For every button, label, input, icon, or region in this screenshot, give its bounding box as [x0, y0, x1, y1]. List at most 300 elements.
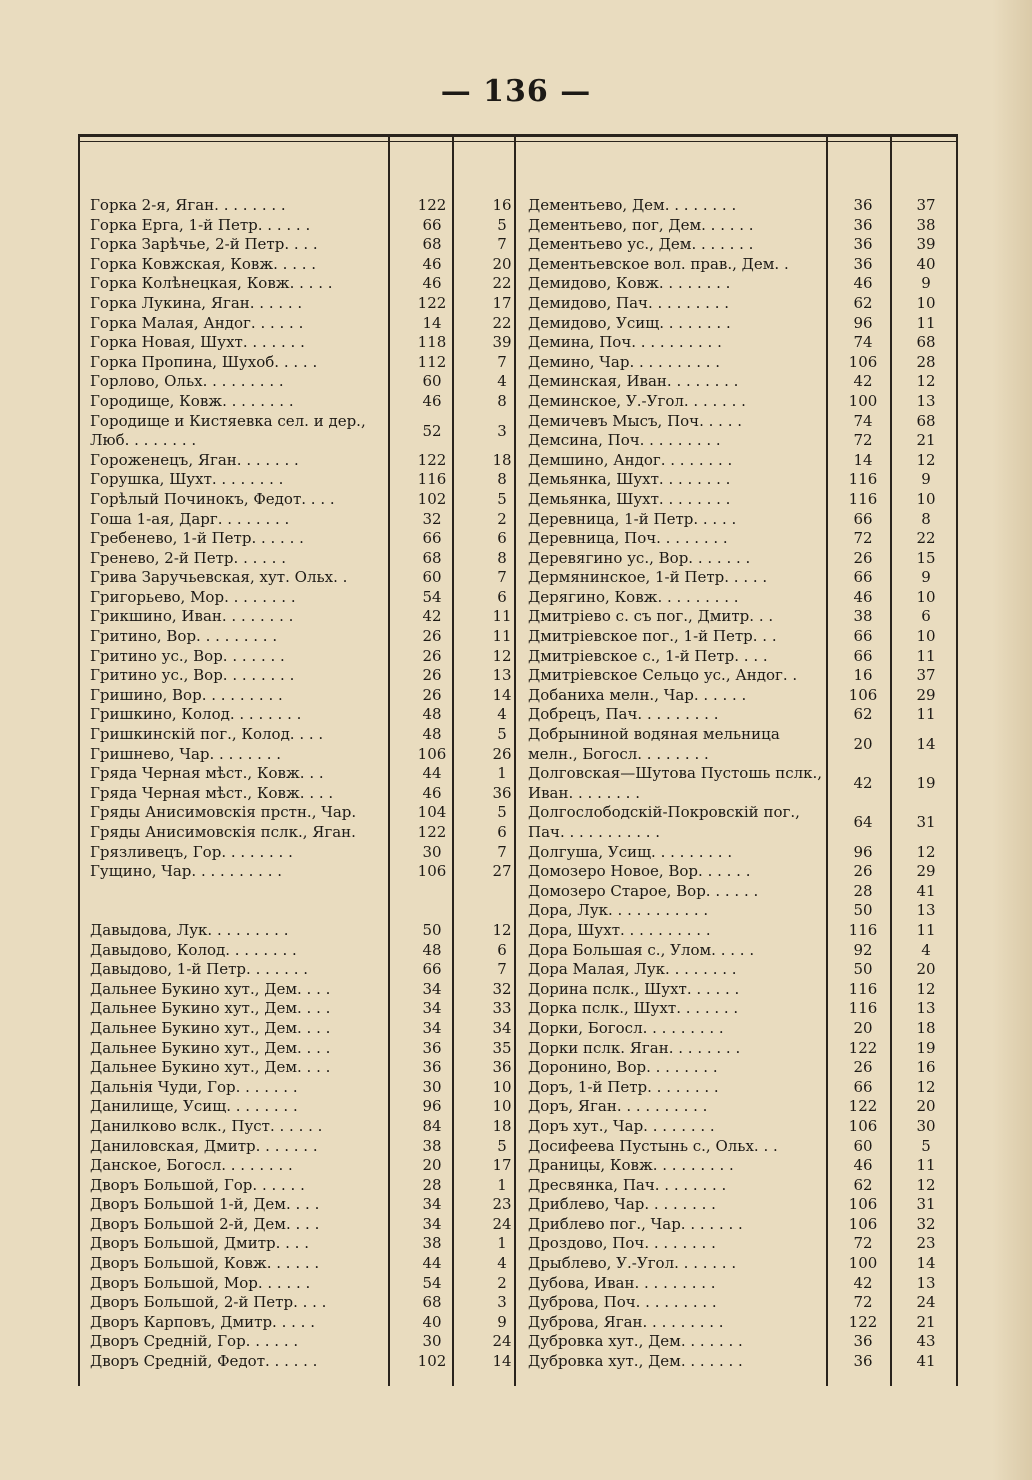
entry-value-b: 39	[492, 333, 512, 352]
index-entry	[528, 647, 968, 667]
entry-name: Дубровка хут., Дем. . . . . . .	[528, 1352, 743, 1371]
entry-name: Долгослободскій-Покровскій пог., Пач. . . . . . . . . . .	[528, 803, 800, 841]
entry-name: Дементьевское вол. прав., Дем. .	[528, 254, 789, 273]
entry-name: Гритино ус., Вор. . . . . . .	[90, 646, 285, 665]
entry-value-b: 5	[497, 489, 507, 508]
entry-value-a: 116	[848, 470, 878, 489]
entry-value-a: 68	[422, 548, 442, 567]
entry-value-a: 32	[422, 509, 442, 528]
entry-value-a: 28	[422, 1175, 442, 1194]
entry-value-a: 44	[422, 764, 442, 783]
entry-value-a: 14	[422, 313, 442, 332]
entry-name: Демшино, Андог. . . . . . . .	[528, 450, 733, 469]
index-entry	[90, 392, 530, 412]
entry-value-b: 4	[497, 372, 507, 391]
entry-value-a: 28	[853, 881, 873, 900]
entry-value-a: 116	[848, 920, 878, 939]
index-entry	[90, 314, 530, 334]
entry-value-a: 34	[422, 1195, 442, 1214]
index-entry	[90, 686, 530, 706]
entry-value-a: 26	[422, 666, 442, 685]
entry-value-b: 9	[921, 568, 931, 587]
entry-value-a: 122	[848, 1038, 878, 1057]
entry-value-b: 68	[916, 333, 936, 352]
entry-value-a: 36	[853, 1332, 873, 1351]
entry-value-a: 30	[422, 1077, 442, 1096]
index-entry	[90, 960, 530, 980]
entry-value-a: 38	[422, 1136, 442, 1155]
entry-value-a: 20	[422, 1156, 442, 1175]
entry-value-b: 23	[492, 1195, 512, 1214]
index-entry	[90, 843, 530, 863]
entry-value-a: 20	[853, 735, 873, 754]
index-entry	[90, 745, 530, 765]
entry-value-b: 1	[497, 1234, 507, 1253]
entry-value-b: 12	[916, 1175, 936, 1194]
entry-name: Дриблево пог., Чар. . . . . . .	[528, 1214, 743, 1233]
index-entry	[528, 666, 968, 686]
entry-value-b: 11	[916, 705, 936, 724]
entry-value-b: 6	[497, 587, 507, 606]
entry-name: Дементьево ус., Дем. . . . . . .	[528, 235, 754, 254]
entry-value-a: 66	[853, 568, 873, 587]
index-entry	[528, 470, 968, 490]
entry-value-b: 8	[921, 509, 931, 528]
index-entry	[528, 960, 968, 980]
entry-name: Дворъ Большой, Мор. . . . . .	[90, 1273, 311, 1292]
entry-value-a: 106	[417, 744, 447, 763]
entry-value-b: 10	[492, 1077, 512, 1096]
entry-value-b: 32	[492, 979, 512, 998]
entry-name: Долговская—Шутова Пустошь пслк., Иван. . . . . . . .	[528, 764, 823, 802]
entry-value-a: 68	[422, 1293, 442, 1312]
index-entry	[528, 803, 968, 842]
entry-value-a: 30	[422, 842, 442, 861]
entry-value-b: 12	[916, 372, 936, 391]
entry-name: Добрыниной водяная мельница мелн., Богосл. . . . . . . .	[528, 725, 780, 763]
entry-name: Дора Большая с., Улом. . . . .	[528, 940, 755, 959]
entry-value-b: 3	[497, 1293, 507, 1312]
entry-value-b: 13	[492, 666, 512, 685]
entry-value-a: 66	[422, 960, 442, 979]
entry-value-a: 36	[853, 196, 873, 214]
entry-value-a: 36	[853, 254, 873, 273]
entry-name: Дальнее Букино хут., Дем. . . .	[90, 1038, 331, 1057]
entry-value-a: 62	[853, 705, 873, 724]
entry-name: Долгуша, Усищ. . . . . . . . .	[528, 842, 733, 861]
entry-name: Горка 2-я, Яган. . . . . . . .	[90, 196, 286, 214]
entry-value-a: 122	[417, 196, 447, 214]
entry-name: Данилище, Усищ. . . . . . . .	[90, 1097, 298, 1116]
entry-value-b: 12	[916, 450, 936, 469]
entry-value-a: 118	[417, 333, 447, 352]
entry-name: Доръ, 1-й Петр. . . . . . . .	[528, 1077, 719, 1096]
entry-value-a: 66	[422, 529, 442, 548]
entry-value-b: 24	[492, 1332, 512, 1351]
index-entry	[528, 1039, 968, 1059]
entry-name: Дмитріевское с., 1-й Петр. . . .	[528, 646, 768, 665]
entry-value-b: 28	[916, 352, 936, 371]
index-entry	[528, 235, 968, 255]
entry-name: Деминская, Иван. . . . . . . .	[528, 372, 739, 391]
entry-value-b: 10	[492, 1097, 512, 1116]
entry-value-b: 5	[497, 1136, 507, 1155]
entry-value-a: 62	[853, 1175, 873, 1194]
index-entry	[90, 510, 530, 530]
entry-name: Дубровка хут., Дем. . . . . . .	[528, 1332, 743, 1351]
entry-value-b: 10	[916, 489, 936, 508]
entry-value-b: 7	[497, 842, 507, 861]
entry-name: Дермянинское, 1-й Петр. . . . .	[528, 568, 768, 587]
index-entry	[90, 941, 530, 961]
entry-value-a: 48	[422, 705, 442, 724]
entry-value-b: 20	[492, 254, 512, 273]
entry-value-b: 5	[497, 215, 507, 234]
index-entry	[528, 1234, 968, 1254]
index-entry	[528, 862, 968, 882]
entry-value-a: 34	[422, 1018, 442, 1037]
entry-name: Гренево, 2-й Петр. . . . . .	[90, 548, 286, 567]
entry-value-b: 19	[916, 774, 936, 793]
entry-value-a: 36	[853, 1352, 873, 1371]
index-entry	[90, 274, 530, 294]
entry-value-a: 122	[417, 293, 447, 312]
entry-name: Грикшино, Иван. . . . . . . .	[90, 607, 294, 626]
entry-value-a: 34	[422, 999, 442, 1018]
entry-value-a: 66	[853, 646, 873, 665]
index-entry	[90, 529, 530, 549]
entry-value-a: 36	[422, 1038, 442, 1057]
index-entry	[528, 725, 968, 764]
index-entry	[90, 1274, 530, 1294]
entry-value-b: 8	[497, 470, 507, 489]
index-entry	[90, 235, 530, 255]
entry-value-a: 66	[853, 509, 873, 528]
entry-name: Демьянка, Шухт. . . . . . . .	[528, 470, 731, 489]
entry-name: Дворъ Средній, Гор. . . . . .	[90, 1332, 299, 1351]
entry-value-a: 60	[422, 568, 442, 587]
entry-value-a: 42	[853, 774, 873, 793]
entry-name: Демьянка, Шухт. . . . . . . .	[528, 489, 731, 508]
index-entry	[528, 353, 968, 373]
entry-name: Дуброва, Поч. . . . . . . . .	[528, 1293, 717, 1312]
index-entry	[528, 549, 968, 569]
entry-name: Деминское, У.-Угол. . . . . . .	[528, 391, 746, 410]
entry-value-a: 100	[848, 391, 878, 410]
entry-value-a: 20	[853, 1018, 873, 1037]
index-entry	[90, 627, 530, 647]
index-entry	[90, 1156, 530, 1176]
entry-name: Горушка, Шухт. . . . . . . .	[90, 470, 284, 489]
entry-name: Горка Новая, Шухт. . . . . . .	[90, 333, 305, 352]
entry-name: Демино, Чар. . . . . . . . . .	[528, 352, 721, 371]
entry-value-b: 4	[497, 705, 507, 724]
index-entry	[528, 1293, 968, 1313]
entry-name: Дора, Шухт. . . . . . . . . .	[528, 920, 711, 939]
entry-value-a: 96	[422, 1097, 442, 1116]
entry-value-b: 17	[492, 293, 512, 312]
entry-name: Горлово, Ольх. . . . . . . . .	[90, 372, 284, 391]
entry-value-b: 39	[916, 235, 936, 254]
entry-value-b: 29	[916, 685, 936, 704]
index-entry	[528, 274, 968, 294]
entry-value-b: 8	[497, 391, 507, 410]
entry-value-a: 66	[853, 1077, 873, 1096]
entry-name: Григорьево, Мор. . . . . . . .	[90, 587, 296, 606]
entry-value-b: 30	[916, 1116, 936, 1135]
index-entry	[90, 823, 530, 843]
entry-value-b: 13	[916, 901, 936, 920]
entry-value-b: 10	[916, 627, 936, 646]
entry-name: Драницы, Ковж. . . . . . . . .	[528, 1156, 734, 1175]
index-entry	[90, 1058, 530, 1078]
entry-value-a: 106	[848, 1116, 878, 1135]
entry-value-a: 26	[853, 862, 873, 881]
index-entry	[528, 255, 968, 275]
entry-value-b: 31	[916, 813, 936, 832]
entry-name: Гришкинскій пог., Колод. . . .	[90, 725, 324, 744]
entry-value-a: 72	[853, 431, 873, 450]
entry-value-b: 18	[492, 450, 512, 469]
left-index-column	[90, 196, 530, 1372]
entry-value-a: 54	[422, 1273, 442, 1292]
entry-name: Горѣлый Починокъ, Федот. . . .	[90, 489, 335, 508]
index-entry	[528, 1313, 968, 1333]
entry-value-a: 100	[848, 1254, 878, 1273]
entry-value-a: 36	[422, 1058, 442, 1077]
index-entry	[528, 1019, 968, 1039]
entry-value-a: 64	[853, 813, 873, 832]
section-gap	[90, 882, 530, 902]
index-entry	[90, 607, 530, 627]
index-entry	[528, 1215, 968, 1235]
entry-name: Добрецъ, Пач. . . . . . . . .	[528, 705, 719, 724]
index-entry	[528, 1117, 968, 1137]
index-entry	[90, 1078, 530, 1098]
entry-value-b: 19	[916, 1038, 936, 1057]
entry-name: Деревница, Поч. . . . . . . .	[528, 529, 728, 548]
entry-value-b: 17	[492, 1156, 512, 1175]
entry-value-b: 21	[916, 431, 936, 450]
index-entry	[90, 1097, 530, 1117]
entry-name: Дресвянка, Пач. . . . . . . .	[528, 1175, 727, 1194]
entry-name: Дуброва, Яган. . . . . . . . .	[528, 1312, 724, 1331]
entry-value-a: 50	[853, 901, 873, 920]
entry-value-a: 26	[853, 548, 873, 567]
entry-value-a: 116	[848, 979, 878, 998]
entry-value-a: 36	[853, 235, 873, 254]
entry-name: Гришнево, Чар. . . . . . . .	[90, 744, 282, 763]
index-entry	[90, 1332, 530, 1352]
entry-value-a: 46	[853, 1156, 873, 1175]
entry-name: Досифеева Пустынь с., Ольх. . .	[528, 1136, 778, 1155]
entry-value-b: 4	[921, 940, 931, 959]
entry-value-a: 62	[853, 293, 873, 312]
index-entry	[90, 784, 530, 804]
entry-value-a: 46	[853, 587, 873, 606]
index-entry	[528, 901, 968, 921]
entry-value-b: 4	[497, 1254, 507, 1273]
index-entry	[528, 1352, 968, 1372]
index-entry	[528, 588, 968, 608]
index-entry	[90, 1352, 530, 1372]
entry-value-a: 74	[853, 411, 873, 430]
entry-value-b: 8	[497, 548, 507, 567]
entry-value-b: 14	[492, 685, 512, 704]
entry-value-b: 11	[916, 313, 936, 332]
index-entry	[528, 999, 968, 1019]
index-entry	[90, 666, 530, 686]
entry-name: Дорина пслк., Шухт. . . . . .	[528, 979, 740, 998]
entry-value-a: 48	[422, 940, 442, 959]
index-entry	[90, 353, 530, 373]
entry-value-b: 24	[492, 1214, 512, 1233]
entry-name: Данское, Богосл. . . . . . . .	[90, 1156, 293, 1175]
index-entry	[528, 333, 968, 353]
index-entry	[90, 255, 530, 275]
entry-value-b: 2	[497, 1273, 507, 1292]
entry-value-b: 33	[492, 999, 512, 1018]
entry-value-b: 5	[497, 725, 507, 744]
entry-value-b: 15	[916, 548, 936, 567]
entry-name: Гритино, Вор. . . . . . . . .	[90, 627, 278, 646]
entry-name: Гоша 1-ая, Дарг. . . . . . . .	[90, 509, 290, 528]
entry-value-a: 106	[417, 862, 447, 881]
entry-value-b: 9	[921, 470, 931, 489]
entry-name: Дубова, Иван. . . . . . . . .	[528, 1273, 716, 1292]
entry-value-a: 34	[422, 979, 442, 998]
index-entry	[528, 294, 968, 314]
entry-value-a: 106	[848, 1214, 878, 1233]
entry-value-b: 20	[916, 960, 936, 979]
entry-name: Гришино, Вор. . . . . . . . .	[90, 685, 283, 704]
entry-name: Городище, Ковж. . . . . . . .	[90, 391, 294, 410]
entry-value-b: 7	[497, 960, 507, 979]
entry-value-b: 34	[492, 1018, 512, 1037]
entry-name: Грязливецъ, Гор. . . . . . . .	[90, 842, 293, 861]
entry-value-b: 27	[492, 862, 512, 881]
index-entry	[528, 412, 968, 432]
entry-name: Даниловская, Дмитр. . . . . . .	[90, 1136, 318, 1155]
entry-value-a: 102	[417, 1352, 447, 1371]
entry-value-b: 6	[497, 940, 507, 959]
index-entry	[90, 549, 530, 569]
entry-value-a: 14	[853, 450, 873, 469]
entry-value-a: 74	[853, 333, 873, 352]
entry-value-b: 18	[916, 1018, 936, 1037]
entry-value-a: 48	[422, 725, 442, 744]
entry-value-a: 122	[417, 450, 447, 469]
index-entry	[528, 529, 968, 549]
entry-name: Дворъ Большой 2-й, Дем. . . .	[90, 1214, 320, 1233]
entry-name: Дорка пслк., Шухт. . . . . . .	[528, 999, 739, 1018]
entry-value-b: 7	[497, 568, 507, 587]
entry-value-a: 54	[422, 587, 442, 606]
entry-name: Гребенево, 1-й Петр. . . . . .	[90, 529, 304, 548]
index-entry	[528, 1254, 968, 1274]
entry-name: Гороженецъ, Яган. . . . . . .	[90, 450, 299, 469]
entry-value-a: 72	[853, 1293, 873, 1312]
entry-value-b: 12	[916, 842, 936, 861]
section-gap	[90, 901, 530, 921]
entry-name: Демидово, Пач. . . . . . . . .	[528, 293, 730, 312]
index-entry	[90, 294, 530, 314]
entry-value-b: 22	[492, 274, 512, 293]
entry-name: Гущино, Чар. . . . . . . . . .	[90, 862, 282, 881]
entry-value-a: 60	[853, 1136, 873, 1155]
entry-value-a: 50	[422, 920, 442, 939]
entry-value-b: 41	[916, 1352, 936, 1371]
index-entry	[90, 999, 530, 1019]
index-entry	[90, 1313, 530, 1333]
entry-name: Дора, Лук. . . . . . . . . . .	[528, 901, 709, 920]
entry-value-a: 84	[422, 1116, 442, 1135]
index-entry	[528, 314, 968, 334]
index-entry	[528, 921, 968, 941]
entry-value-b: 13	[916, 999, 936, 1018]
entry-value-a: 72	[853, 1234, 873, 1253]
entry-name: Дмитріевское Сельцо ус., Андог. .	[528, 666, 798, 685]
index-entry	[90, 216, 530, 236]
index-entry	[90, 372, 530, 392]
index-entry	[90, 451, 530, 471]
entry-name: Доръ, Яган. . . . . . . . . .	[528, 1097, 708, 1116]
entry-name: Дементьево, Дем. . . . . . . .	[528, 196, 737, 214]
index-entry	[90, 647, 530, 667]
entry-name: Дроздово, Поч. . . . . . . .	[528, 1234, 716, 1253]
index-entry	[90, 1137, 530, 1157]
entry-name: Горка Ковжская, Ковж. . . . .	[90, 254, 317, 273]
entry-value-b: 14	[916, 1254, 936, 1273]
entry-value-a: 38	[853, 607, 873, 626]
index-entry	[528, 1156, 968, 1176]
entry-value-a: 116	[417, 470, 447, 489]
index-entry	[90, 1195, 530, 1215]
entry-name: Демичевъ Мысъ, Поч. . . . .	[528, 411, 743, 430]
entry-name: Демидово, Ковж. . . . . . . .	[528, 274, 731, 293]
entry-value-b: 41	[916, 881, 936, 900]
entry-name: Горка Зарѣчье, 2-й Петр. . . .	[90, 235, 318, 254]
index-entry	[528, 1274, 968, 1294]
entry-name: Городище и Кистяевка сел. и дер., Люб. . . . . . . .	[90, 411, 366, 450]
page-number: — 136 —	[440, 74, 592, 109]
entry-value-a: 122	[848, 1097, 878, 1116]
entry-name: Дорки пслк. Яган. . . . . . . .	[528, 1038, 741, 1057]
entry-name: Дмитріевское пог., 1-й Петр. . .	[528, 627, 777, 646]
entry-value-a: 96	[853, 842, 873, 861]
entry-value-a: 38	[422, 1234, 442, 1253]
index-entry	[528, 568, 968, 588]
entry-name: Горка Ерга, 1-й Петр. . . . . .	[90, 215, 311, 234]
entry-value-b: 1	[497, 764, 507, 783]
entry-value-a: 66	[422, 215, 442, 234]
entry-name: Дора Малая, Лук. . . . . . . .	[528, 960, 737, 979]
entry-value-a: 26	[422, 646, 442, 665]
index-entry	[528, 1078, 968, 1098]
entry-name: Демина, Поч. . . . . . . . . .	[528, 333, 722, 352]
index-entry	[90, 1039, 530, 1059]
entry-name: Дорки, Богосл. . . . . . . . .	[528, 1018, 724, 1037]
entry-name: Горка Пропина, Шухоб. . . . .	[90, 352, 318, 371]
entry-value-a: 46	[422, 783, 442, 802]
entry-value-a: 42	[422, 607, 442, 626]
entry-value-b: 12	[492, 920, 512, 939]
entry-value-b: 36	[492, 783, 512, 802]
entry-value-a: 46	[422, 274, 442, 293]
index-entry	[90, 862, 530, 882]
entry-value-a: 52	[422, 421, 442, 440]
entry-name: Данилково вслк., Пуст. . . . . .	[90, 1116, 323, 1135]
